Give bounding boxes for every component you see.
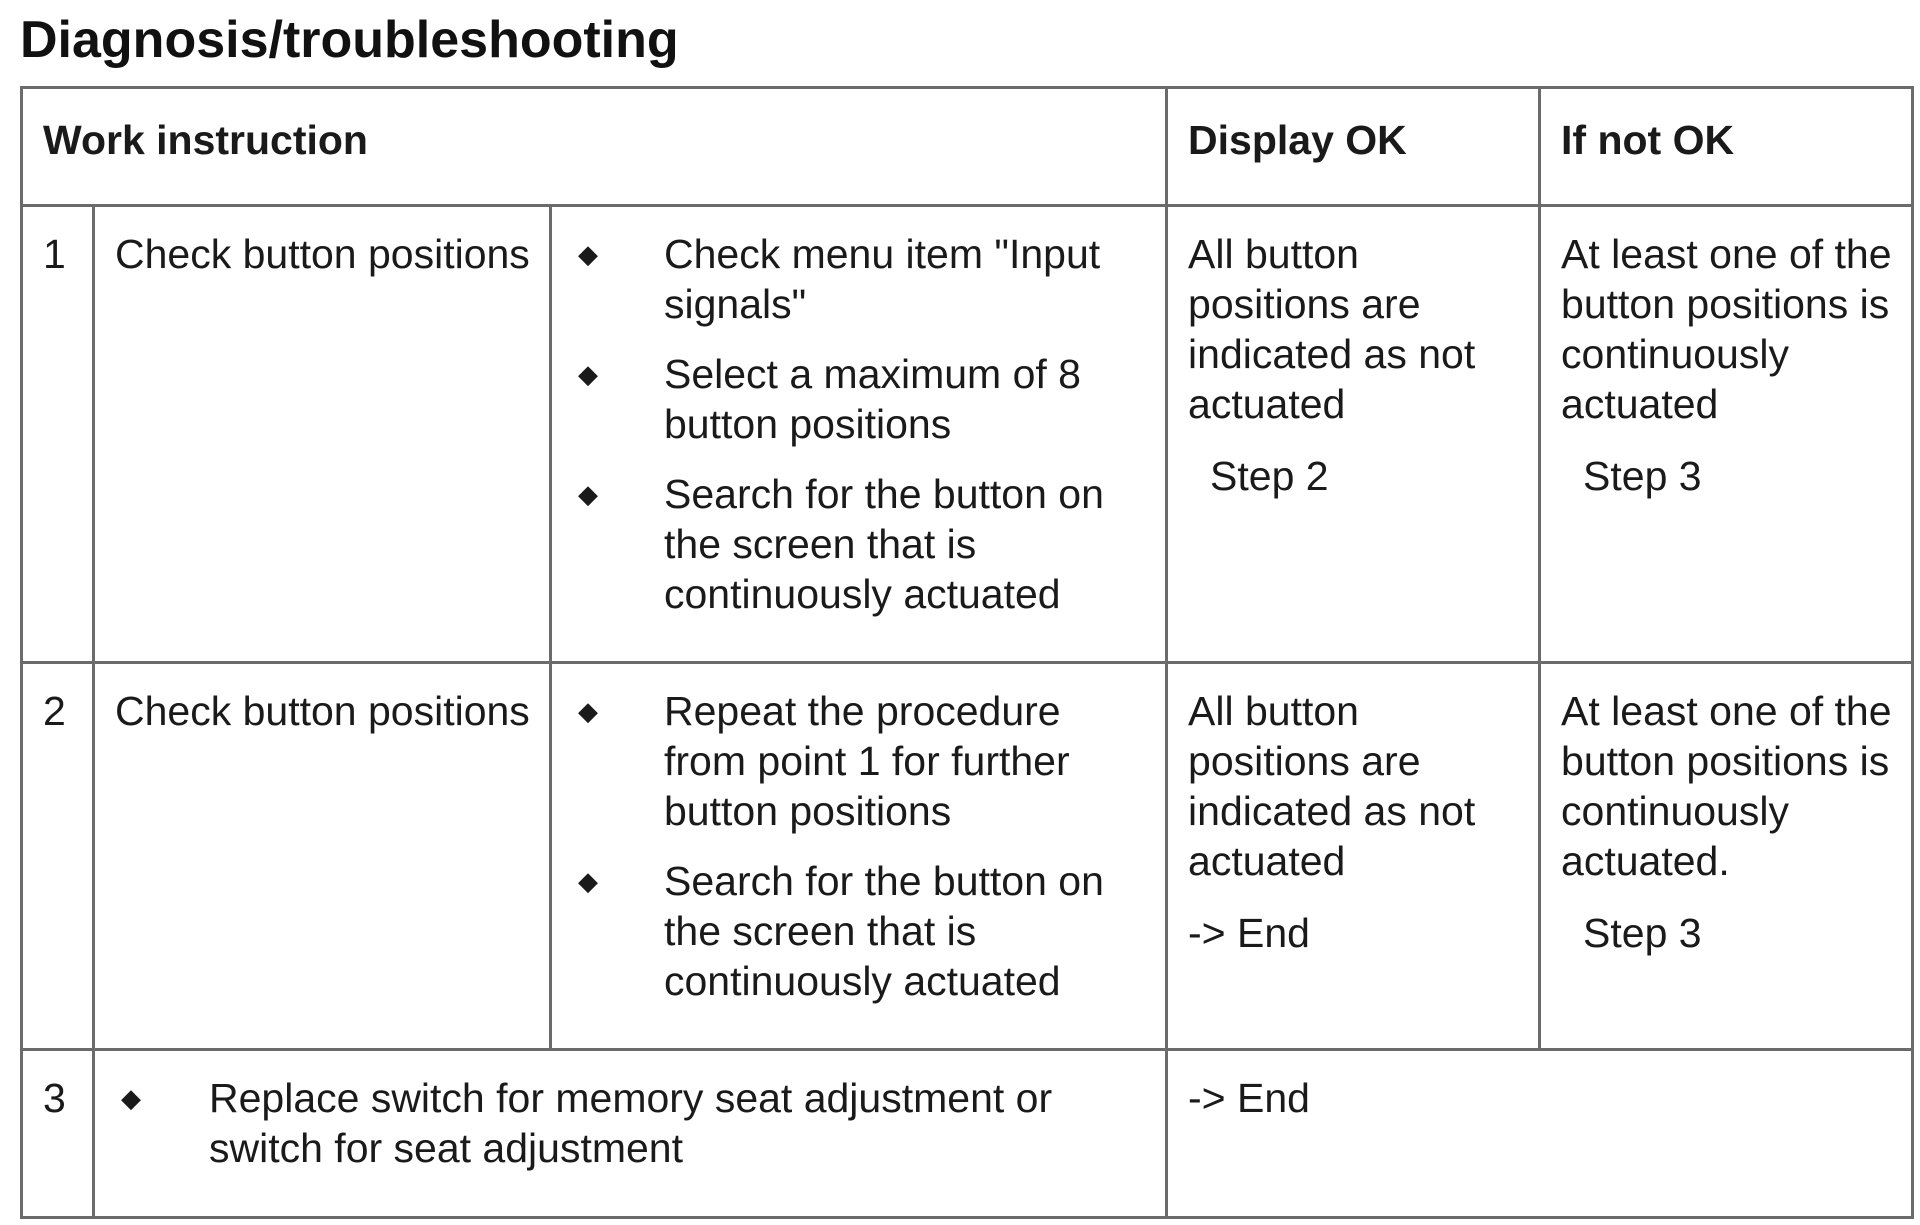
table-row bbox=[22, 206, 1913, 663]
diamond-bullet-icon: ◆ bbox=[578, 359, 598, 389]
diamond-bullet-icon: ◆ bbox=[578, 696, 598, 726]
step-title: Check button positions bbox=[94, 663, 551, 1050]
step-number: 2 bbox=[22, 663, 94, 1050]
if-not-ok-text: At least one of the button positions is continuously actuated bbox=[1561, 231, 1892, 427]
diamond-bullet-icon: ◆ bbox=[578, 239, 598, 269]
step-title: Check button positions bbox=[94, 206, 551, 663]
display-ok-cell bbox=[1167, 663, 1540, 1050]
display-ok-target: -> End bbox=[1188, 1075, 1310, 1121]
instruction-text: Replace switch for memory seat adjustment or switch for seat adjustment bbox=[209, 1075, 1053, 1171]
list-item bbox=[572, 229, 1147, 329]
list-item bbox=[572, 686, 1147, 836]
list-item bbox=[572, 856, 1147, 1006]
instruction-text: Select a maximum of 8 button positions bbox=[664, 351, 1081, 447]
display-ok-target: -> End bbox=[1188, 910, 1310, 956]
troubleshooting-table bbox=[20, 86, 1914, 1219]
step-number: 1 bbox=[22, 206, 94, 663]
header-work-instruction: Work instruction bbox=[22, 88, 1167, 206]
instruction-text: Search for the button on the screen that is continuously actuated bbox=[664, 471, 1104, 617]
display-ok-cell bbox=[1167, 206, 1540, 663]
if-not-ok-target: Step 3 bbox=[1583, 453, 1702, 499]
if-not-ok-text: At least one of the button positions is continuously actuated. bbox=[1561, 688, 1892, 884]
table-row bbox=[22, 663, 1913, 1050]
step-number: 3 bbox=[22, 1050, 94, 1218]
display-ok-text: All button positions are indicated as not actuated bbox=[1188, 688, 1476, 884]
diamond-bullet-icon: ◆ bbox=[121, 1083, 141, 1113]
list-item bbox=[572, 469, 1147, 619]
page-title: Diagnosis/troubleshooting bbox=[20, 11, 679, 69]
table-row bbox=[22, 1050, 1913, 1218]
instruction-text: Check menu item "Input signals" bbox=[664, 231, 1101, 327]
instruction-text: Search for the button on the screen that is continuously actuated bbox=[664, 858, 1104, 1004]
step-instructions bbox=[551, 206, 1167, 663]
display-ok-cell bbox=[1167, 1050, 1913, 1218]
header-display-ok: Display OK bbox=[1167, 88, 1540, 206]
diamond-bullet-icon: ◆ bbox=[578, 479, 598, 509]
display-ok-target: Step 2 bbox=[1210, 453, 1329, 499]
if-not-ok-cell bbox=[1540, 206, 1913, 663]
header-if-not-ok: If not OK bbox=[1540, 88, 1913, 206]
display-ok-text: All button positions are indicated as not actuated bbox=[1188, 231, 1476, 427]
if-not-ok-target: Step 3 bbox=[1583, 910, 1702, 956]
diamond-bullet-icon: ◆ bbox=[578, 866, 598, 896]
instruction-text: Repeat the procedure from point 1 for further button positions bbox=[664, 688, 1070, 834]
step-instructions bbox=[94, 1050, 1167, 1218]
step-instructions bbox=[551, 663, 1167, 1050]
table-header-row bbox=[22, 88, 1913, 206]
if-not-ok-cell bbox=[1540, 663, 1913, 1050]
list-item bbox=[115, 1073, 1147, 1173]
list-item bbox=[572, 349, 1147, 449]
